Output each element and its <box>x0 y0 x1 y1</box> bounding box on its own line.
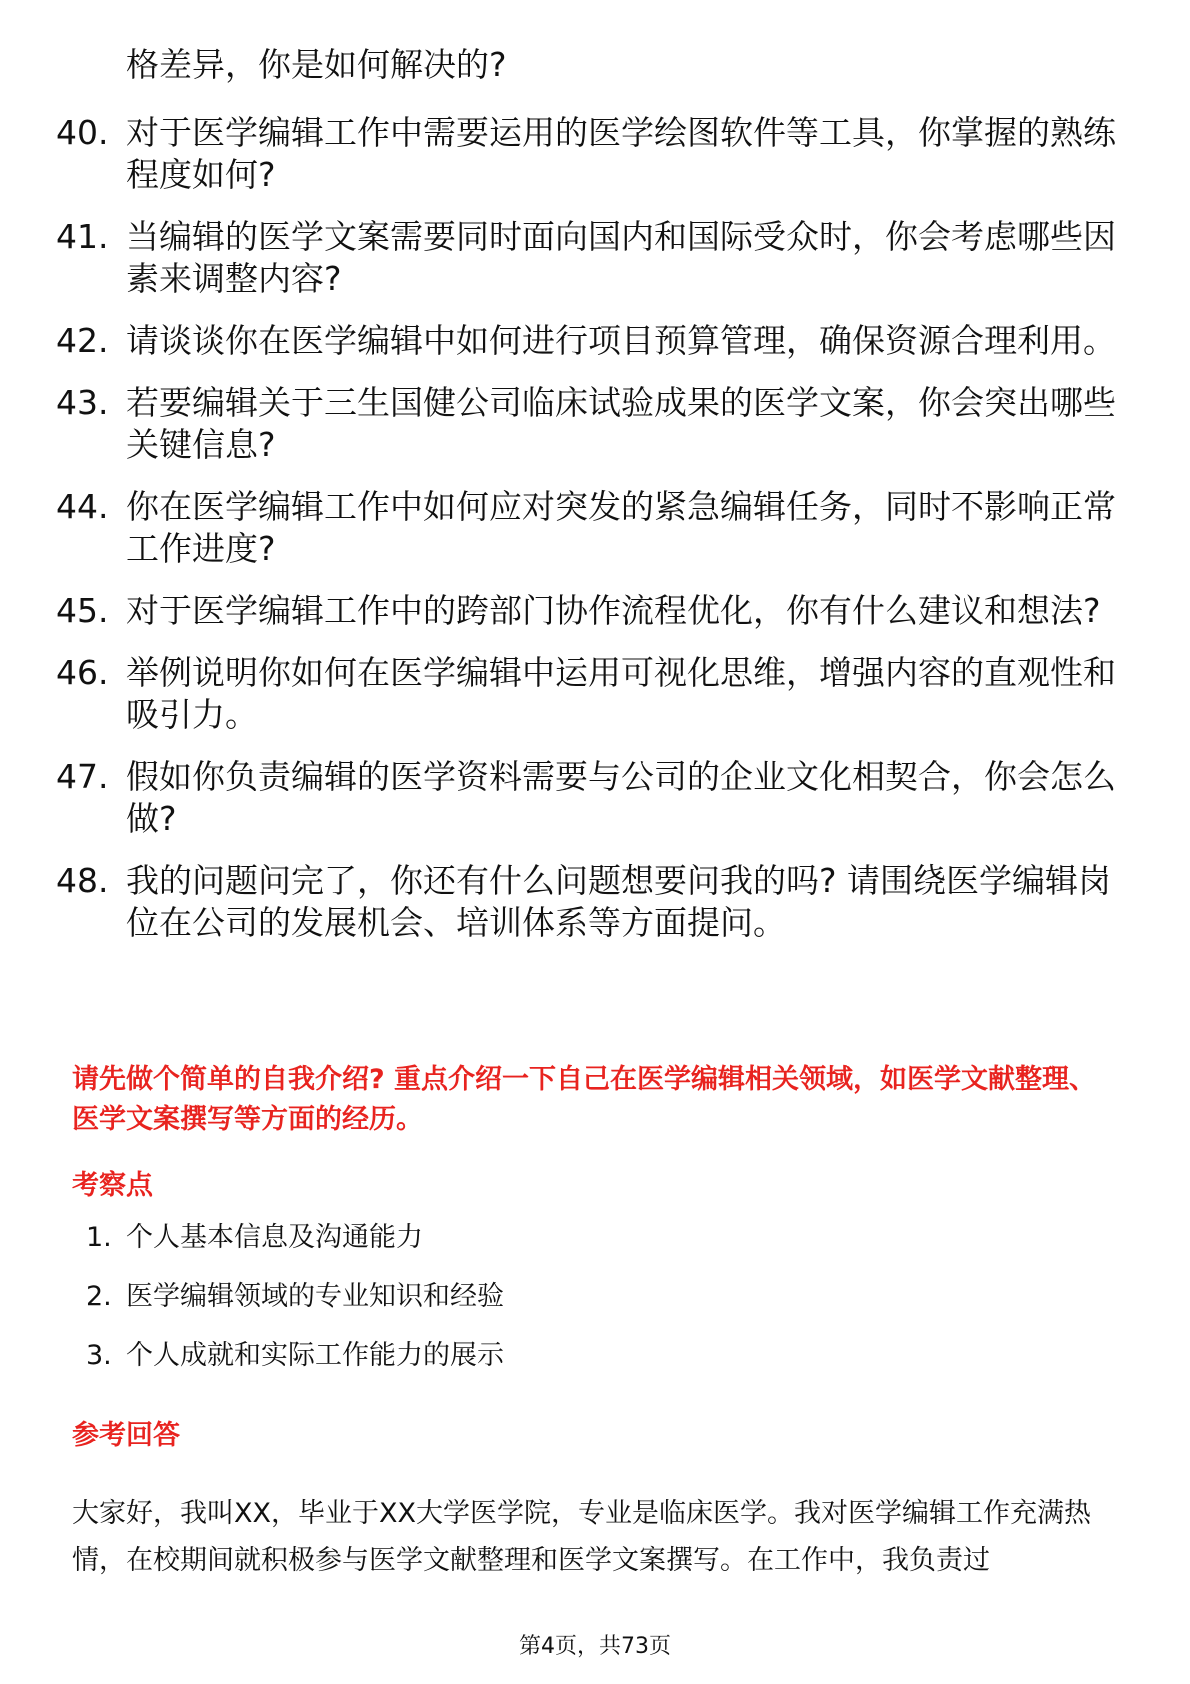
assessment-point <box>86 1279 504 1315</box>
question-number: 48. <box>56 861 109 900</box>
page-footer: 第4页，共73页 <box>519 1634 671 1659</box>
question-item <box>56 652 1116 736</box>
question-text: 对于医学编辑工作中的跨部门协作流程优化，你有什么建议和想法? <box>126 591 1101 630</box>
question-item <box>56 216 1116 300</box>
question-text: 你在医学编辑工作中如何应对突发的紧急编辑任务，同时不影响正常工作进度? <box>126 487 1116 568</box>
point-text: 个人基本信息及沟通能力 <box>126 1222 423 1253</box>
question-item <box>56 486 1116 570</box>
question-number: 43. <box>56 383 109 422</box>
question-number: 45. <box>56 591 109 630</box>
assessment-point <box>86 1338 504 1374</box>
question-text: 若要编辑关于三生国健公司临床试验成果的医学文案，你会突出哪些关键信息? <box>126 383 1116 464</box>
question-continuation: 格差异，你是如何解决的? <box>126 45 507 84</box>
question-text: 当编辑的医学文案需要同时面向国内和国际受众时，你会考虑哪些因素来调整内容? <box>126 217 1116 298</box>
question-number: 42. <box>56 321 109 360</box>
question-item <box>56 320 1116 362</box>
question-number: 47. <box>56 757 109 796</box>
question-text: 对于医学编辑工作中需要运用的医学绘图软件等工具，你掌握的熟练程度如何? <box>126 113 1116 194</box>
question-item <box>56 756 1116 840</box>
reference-answer: 大家好，我叫XX，毕业于XX大学医学院，专业是临床医学。我对医学编辑工作充满热情，在校期间就积极参与医学文献整理和医学文案撰写。在工作中，我负责过 <box>72 1498 1091 1576</box>
question-item <box>56 860 1116 944</box>
question-item <box>56 590 1116 632</box>
assessment-point <box>86 1220 504 1256</box>
question-list <box>56 112 1116 964</box>
reference-heading: 参考回答 <box>72 1420 180 1451</box>
question-item <box>56 112 1116 196</box>
question-number: 44. <box>56 487 109 526</box>
question-text: 请谈谈你在医学编辑中如何进行项目预算管理，确保资源合理利用。 <box>126 321 1116 360</box>
question-text: 我的问题问完了，你还有什么问题想要问我的吗? 请围绕医学编辑岗位在公司的发展机会、培训体系等方面提问。 <box>126 861 1112 942</box>
point-number: 2. <box>86 1281 112 1312</box>
question-number: 40. <box>56 113 109 152</box>
point-number: 1. <box>86 1222 112 1253</box>
question-text: 举例说明你如何在医学编辑中运用可视化思维，增强内容的直观性和吸引力。 <box>126 653 1116 734</box>
point-number: 3. <box>86 1340 112 1371</box>
assessment-heading: 考察点 <box>72 1170 153 1201</box>
assessment-points <box>86 1220 504 1397</box>
highlight-question: 请先做个简单的自我介绍? 重点介绍一下自己在医学编辑相关领域，如医学文献整理、医学文案撰写等方面的经历。 <box>72 1064 1097 1135</box>
point-text: 个人成就和实际工作能力的展示 <box>126 1340 504 1371</box>
question-item <box>56 382 1116 466</box>
point-text: 医学编辑领域的专业知识和经验 <box>126 1281 504 1312</box>
question-text: 假如你负责编辑的医学资料需要与公司的企业文化相契合，你会怎么做? <box>126 757 1116 838</box>
question-number: 41. <box>56 217 109 256</box>
question-number: 46. <box>56 653 109 692</box>
